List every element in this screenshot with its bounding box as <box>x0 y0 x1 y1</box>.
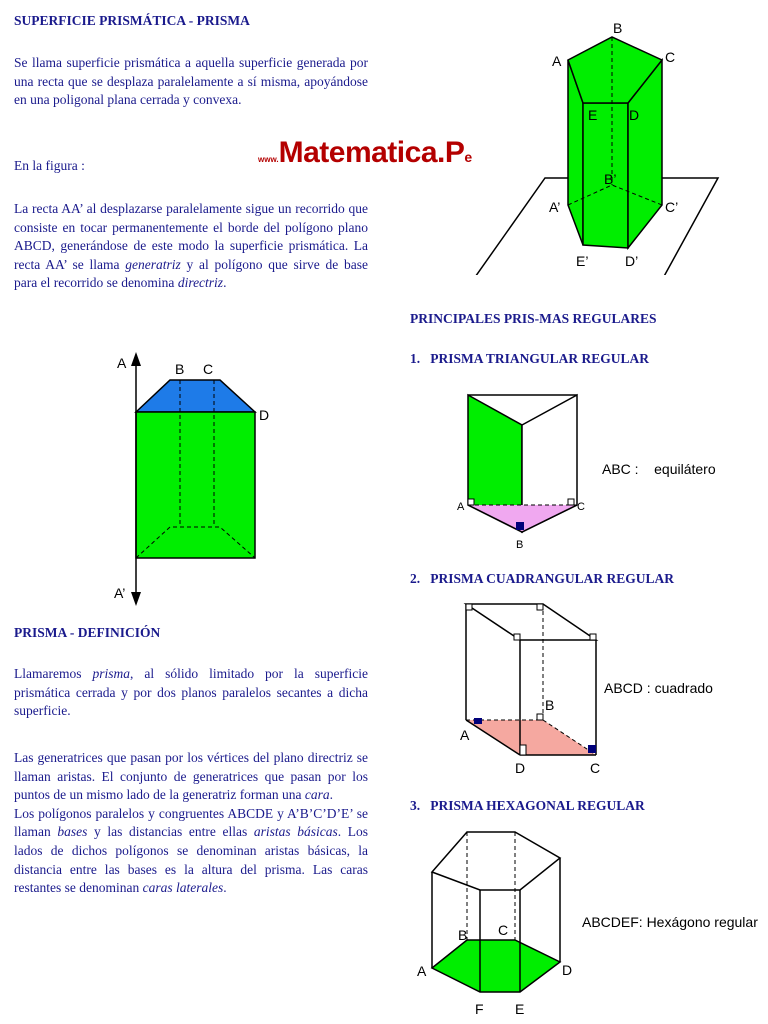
text-run: Las generatrices que pasan por los vértices del plano directriz se llaman aristas. El conjunto de generatrices que pasan por los puntos de un mismo lado de la generatriz forman una <box>14 750 368 803</box>
label-B: B <box>545 697 555 713</box>
vertex-marker <box>590 634 596 640</box>
label-A: A <box>457 501 465 513</box>
label-F: F <box>475 1001 484 1017</box>
vertex-marker <box>588 745 596 753</box>
paragraph-generatriz <box>14 200 368 293</box>
paragraph-definition: Se llama superficie prismática a aquella superficie generada por una recta que se desplaza paralelamente a sí misma, apoyándose en una poligonal plana cerrada y convexa. <box>14 55 368 108</box>
label-D1: D’ <box>625 253 639 269</box>
prismatic-surface-figure <box>110 345 280 610</box>
vertex-marker <box>520 745 526 755</box>
label-A: A <box>117 355 127 371</box>
triangular-prism-figure <box>450 385 590 550</box>
label-D: D <box>562 962 573 978</box>
base-square <box>466 720 596 755</box>
text-run: . Los lados de dichos polígonos se denominan aristas básicas, la distancia entre las bases es la altura del prisma. Las caras restantes se denominan <box>14 824 369 896</box>
text-run: y al polígono que sirve de base para el recorrido se denomina <box>14 256 368 291</box>
text-run: . <box>223 275 227 291</box>
term-generatriz: generatriz <box>125 256 181 272</box>
label-D: D <box>259 407 270 423</box>
label-A: A <box>417 963 427 979</box>
definition-title: PRISMA - DEFINICIÓN <box>14 625 161 640</box>
pentagonal-prism-figure <box>470 15 730 275</box>
triangular-prism-title: 1. PRISMA TRIANGULAR REGULAR <box>410 351 650 366</box>
label-D: D <box>515 760 526 776</box>
term-prisma: prisma <box>92 666 130 681</box>
text-run: . <box>329 787 334 803</box>
label-E: E <box>588 107 598 123</box>
top-hexagon <box>432 832 560 890</box>
text-run: Llamaremos <box>14 666 93 681</box>
triangular-note: ABC : equilátero <box>602 461 716 477</box>
term-directriz: directriz <box>177 275 224 291</box>
surface-face <box>136 412 255 558</box>
vertex-marker <box>466 604 472 610</box>
paragraph-prisma <box>14 665 368 721</box>
arrow-up-icon <box>131 352 141 366</box>
vertex-marker <box>468 499 474 505</box>
label-B1: B’ <box>604 171 617 187</box>
quadrangular-prism-title: 2. PRISMA CUADRANGULAR REGULAR <box>410 571 675 586</box>
text-run: , al sólido limitado por la superficie prismática cerrada y por dos planos paralelos secantes a dicha superficie. <box>14 666 368 719</box>
label-E1: E’ <box>576 253 589 269</box>
matematica-logo: www.Matematica.Pe <box>258 136 472 169</box>
hexagonal-prism-title: 3. PRISMA HEXAGONAL REGULAR <box>410 798 645 813</box>
label-A1: A’ <box>549 199 561 215</box>
quadrangular-note: ABCD : cuadrado <box>604 680 713 696</box>
top-square <box>466 604 596 640</box>
paragraph-aristas <box>14 749 368 898</box>
arrow-down-icon <box>131 592 141 606</box>
directriz-top <box>136 380 255 412</box>
text-run: Los polígonos paralelos y congruentes ABCDE y A’B’C’D’E’ se llaman <box>14 805 368 840</box>
term-caras-laterales: caras laterales <box>142 880 224 896</box>
vertex-marker <box>516 522 524 530</box>
text-run: . <box>223 880 227 896</box>
label-C: C <box>203 361 214 377</box>
label-B: B <box>613 20 623 36</box>
vertex-marker <box>537 714 543 720</box>
label-A: A <box>460 727 470 743</box>
label-C1: C’ <box>665 199 679 215</box>
vertex-marker <box>474 718 482 724</box>
vertex-marker <box>568 499 574 505</box>
term-bases: bases <box>57 824 88 840</box>
label-B: B <box>175 361 185 377</box>
label-C: C <box>590 760 601 776</box>
quadrangular-prism-figure <box>455 596 605 776</box>
hexagonal-prism-figure <box>412 820 582 1020</box>
label-C: C <box>577 501 585 513</box>
label-D: D <box>629 107 640 123</box>
term-aristas-basicas: aristas básicas <box>253 824 338 840</box>
term-cara: cara <box>304 787 330 803</box>
regular-prisms-title: PRINCIPALES PRIS-MAS REGULARES <box>410 311 657 326</box>
vertex-marker <box>514 634 520 640</box>
base-hexagon <box>432 940 560 992</box>
label-B: B <box>458 927 468 943</box>
text-run: La recta AA’ al desplazarse paralelamente sigue un recorrido que consiste en tocar permanentemente el borde del polígono plano ABCD, generándose de este modo la superficie prismática. La recta AA’ se llama <box>14 201 368 272</box>
label-C: C <box>498 922 509 938</box>
section-title: SUPERFICIE PRISMÁTICA - PRISMA <box>14 13 250 28</box>
paragraph-figure: En la figura : <box>14 158 85 173</box>
label-B: B <box>516 539 524 550</box>
label-A1: A’ <box>114 585 126 601</box>
label-E: E <box>515 1001 525 1017</box>
text-run: y las distancias entre ellas <box>87 824 254 840</box>
vertex-marker <box>537 604 543 610</box>
label-A: A <box>552 53 562 69</box>
hexagonal-note: ABCDEF: Hexágono regular <box>582 914 758 930</box>
label-C: C <box>665 49 676 65</box>
